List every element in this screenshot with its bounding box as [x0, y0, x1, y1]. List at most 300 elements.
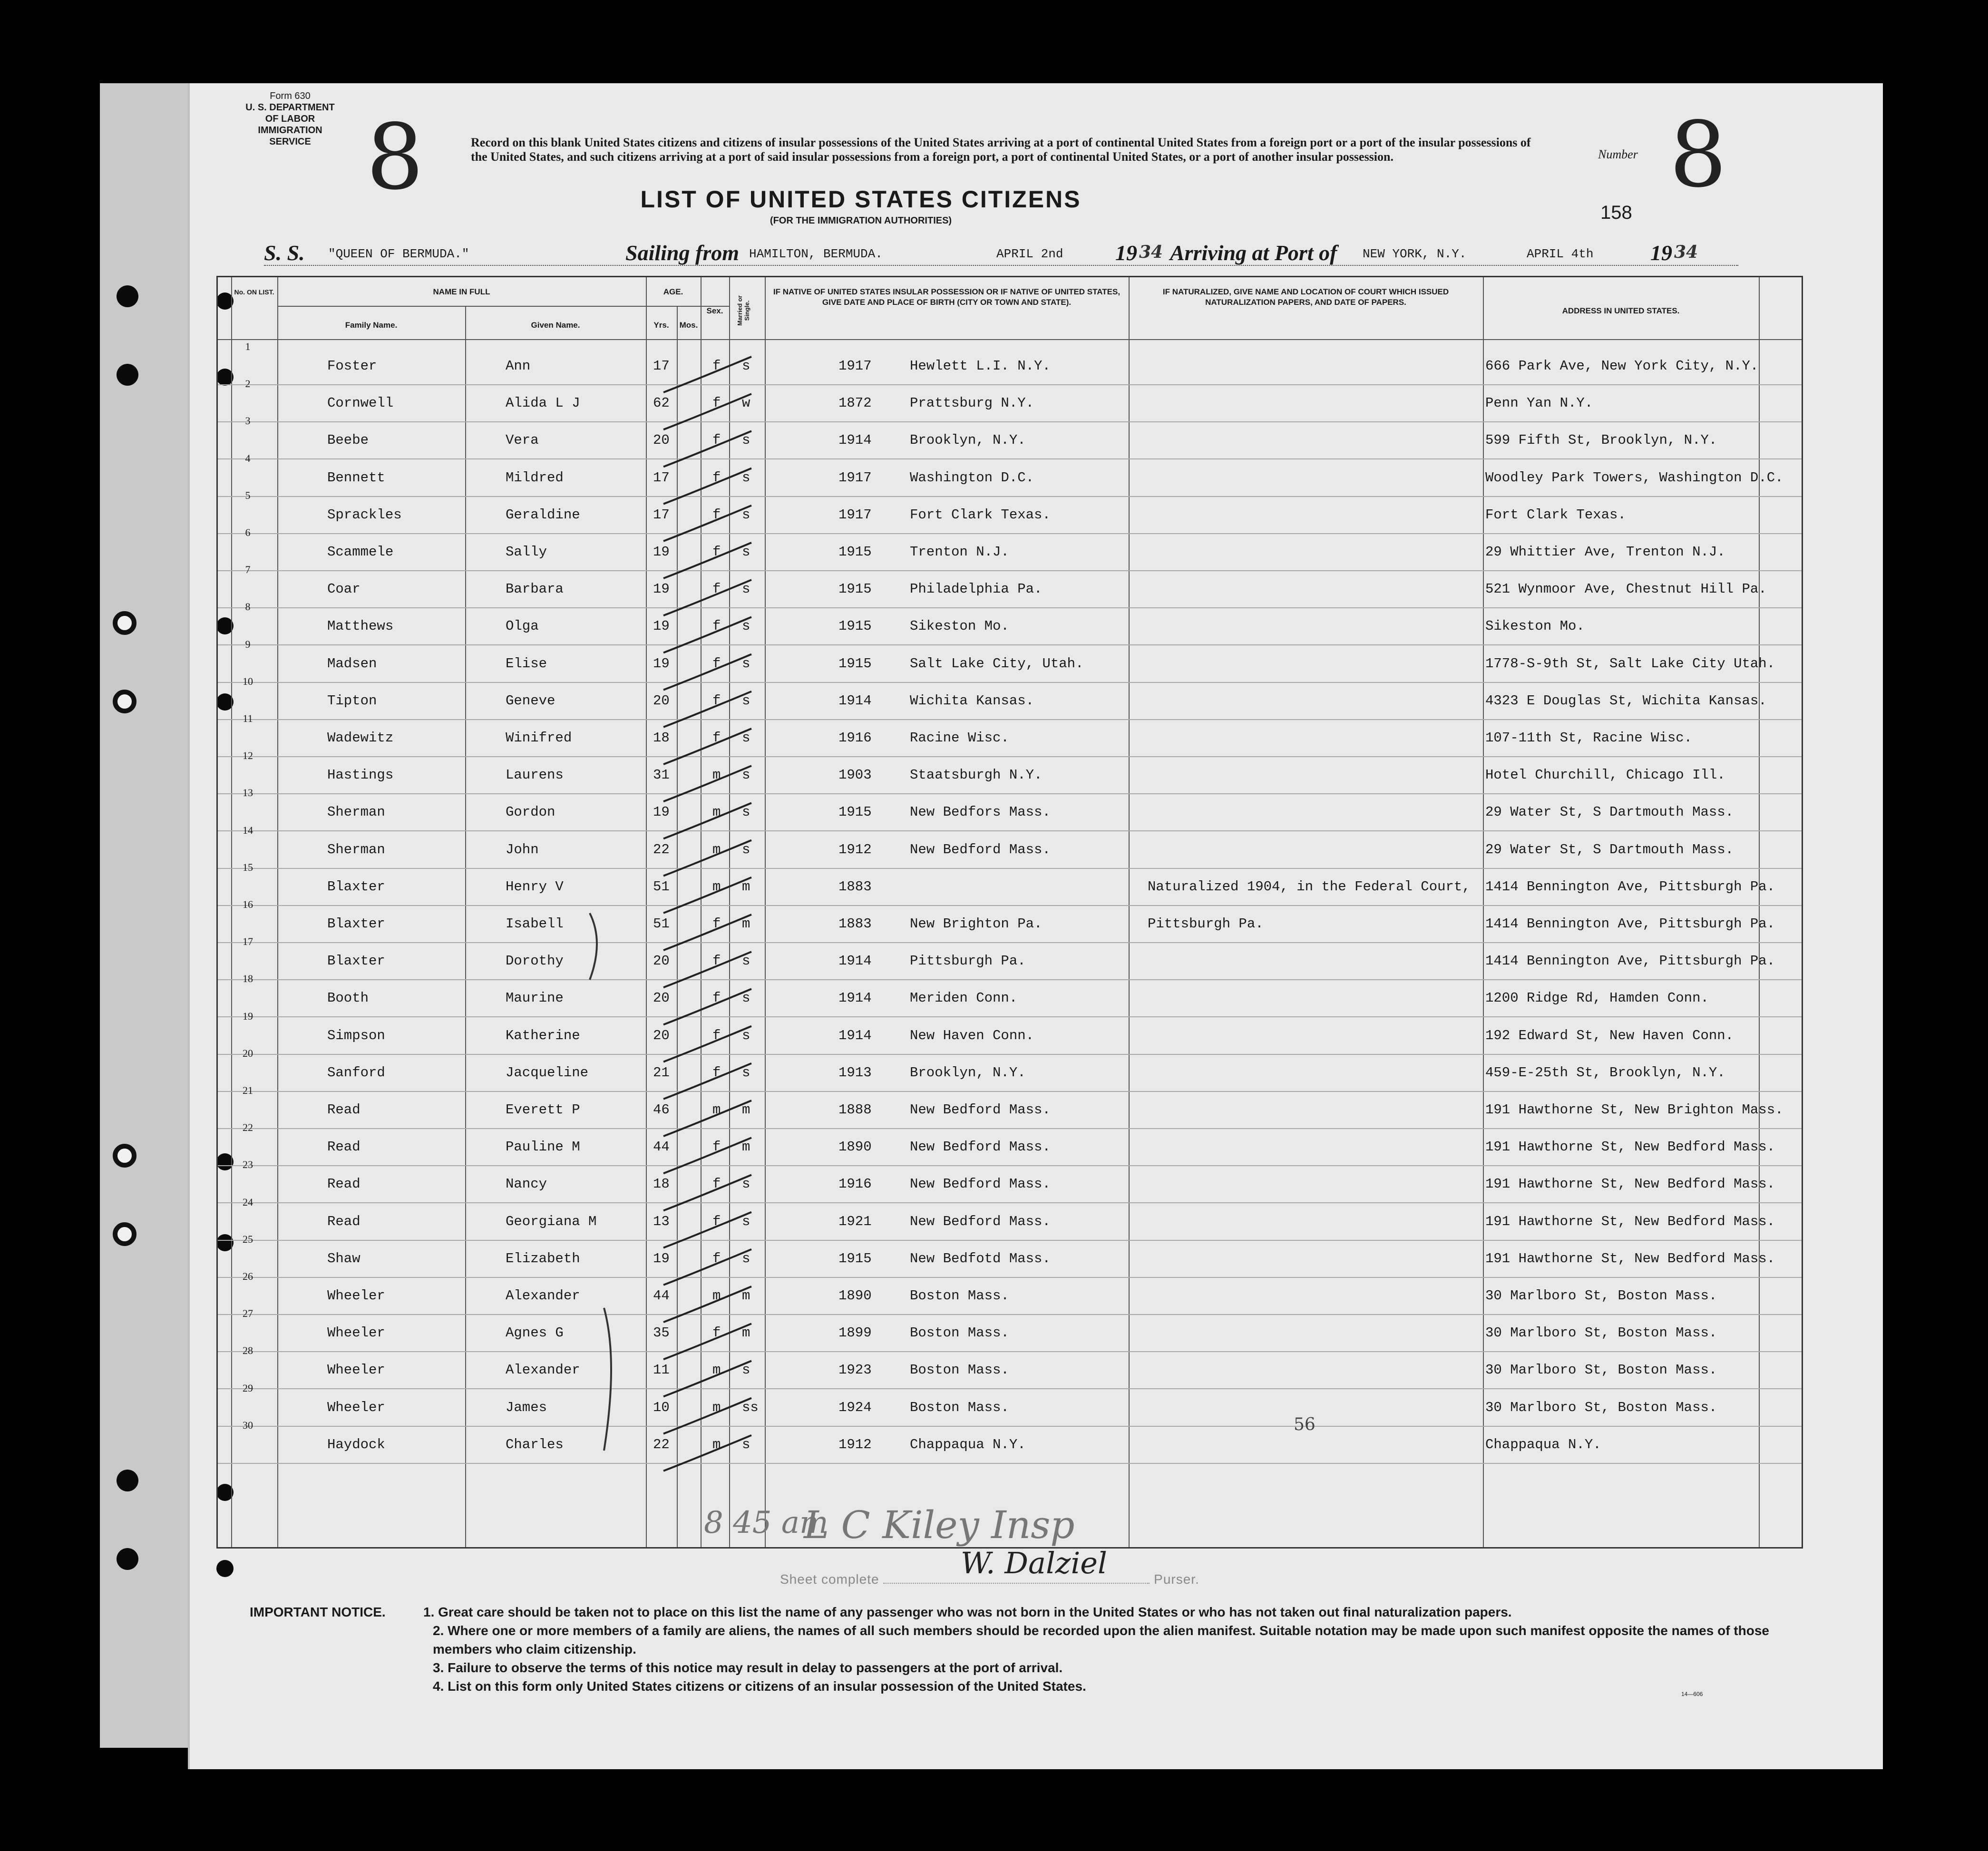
given-name: Charles	[506, 1436, 564, 1452]
age-years: 46	[653, 1102, 670, 1118]
row-number: 24	[243, 1196, 253, 1208]
given-name: Barbara	[506, 581, 564, 597]
arrival-port: NEW YORK, N.Y.	[1363, 247, 1467, 261]
row-rule	[218, 868, 1802, 869]
marital-status: s	[742, 1027, 750, 1043]
sex: f	[712, 395, 721, 411]
family-name: Hastings	[327, 767, 394, 783]
birth-year: 1917	[838, 358, 872, 374]
row-rule	[218, 533, 1802, 534]
marital-status: s	[742, 692, 750, 709]
marital-status: m	[742, 916, 750, 932]
marital-status: w	[742, 395, 750, 411]
punch-hole	[113, 611, 136, 635]
age-years: 19	[653, 544, 670, 560]
row-rule	[218, 942, 1802, 943]
birth-year: 1915	[838, 1250, 872, 1266]
instructions: Record on this blank United States citizens and citizens of insular possessions of the United States arriving at a port of continental United States from a foreign port or a port of the insular possessions of the United States, and such citizens arriving at a port of said insular possessions from a foreign port, a port of continental United States, or a port of another insular possession.	[471, 136, 1531, 164]
check-mark	[663, 431, 751, 467]
row-rule	[218, 719, 1802, 720]
sex: m	[712, 1102, 721, 1118]
row-rule	[218, 682, 1802, 683]
marital-status: s	[742, 841, 750, 857]
sex: f	[712, 1250, 721, 1266]
given-name: Elise	[506, 655, 547, 672]
notice-item-2: 2. Where one or more members of a family are aliens, the names of all such members should be recorded upon the alien manifest. Suitable notation may be made upon such manifest opposite the names of those members who claim citizenship.	[433, 1623, 1769, 1656]
family-name: Read	[327, 1176, 361, 1192]
row-rule	[218, 979, 1802, 980]
sex: f	[712, 1064, 721, 1081]
row-rule	[218, 905, 1802, 906]
birth-year: 1903	[838, 767, 872, 783]
family-name: Cornwell	[327, 395, 394, 411]
us-address: 521 Wynmoor Ave, Chestnut Hill Pa.	[1485, 581, 1767, 597]
marital-status: s	[742, 990, 750, 1006]
sex: f	[712, 1325, 721, 1341]
header-given-name: Given Name.	[531, 321, 580, 330]
given-name: Gordon	[506, 804, 555, 820]
age-years: 19	[653, 618, 670, 634]
age-years: 18	[653, 1176, 670, 1192]
age-years: 51	[653, 878, 670, 895]
check-mark	[663, 1249, 751, 1285]
birth-year: 1899	[838, 1325, 872, 1341]
us-address: Penn Yan N.Y.	[1485, 395, 1593, 411]
marital-status: s	[742, 1213, 750, 1229]
sex: m	[712, 1399, 721, 1415]
age-years: 19	[653, 581, 670, 597]
sex: f	[712, 1027, 721, 1043]
check-mark	[663, 394, 751, 429]
year-suffix-2: 34	[1674, 242, 1698, 262]
row-number: 27	[243, 1307, 253, 1320]
age-years: 44	[653, 1288, 670, 1304]
family-name: Blaxter	[327, 953, 385, 969]
family-name: Beebe	[327, 432, 369, 448]
check-mark	[663, 877, 751, 913]
marital-status: s	[742, 469, 750, 486]
row-number: 5	[245, 489, 251, 501]
header-sex: Sex.	[706, 306, 723, 315]
us-address: 1200 Ridge Rd, Hamden Conn.	[1485, 990, 1709, 1006]
us-address: Hotel Churchill, Chicago Ill.	[1485, 767, 1725, 783]
row-rule	[218, 458, 1802, 459]
sex: m	[712, 804, 721, 820]
age-years: 19	[653, 804, 670, 820]
header-no-on-list: No. ON LIST.	[234, 288, 274, 296]
marital-status: s	[742, 953, 750, 969]
number-label: Number	[1598, 147, 1638, 161]
birth-year: 1923	[838, 1362, 872, 1378]
given-name: Geneve	[506, 692, 555, 709]
sheet-complete-label: Sheet complete	[780, 1572, 879, 1587]
birth-year: 1888	[838, 1102, 872, 1118]
given-name: Vera	[506, 432, 539, 448]
birth-place: Salt Lake City, Utah.	[910, 655, 1084, 672]
check-mark	[663, 692, 751, 727]
us-address: 29 Whittier Ave, Trenton N.J.	[1485, 544, 1725, 560]
year-prefix-2: 19	[1650, 241, 1672, 265]
row-number: 18	[243, 973, 253, 985]
family-name: Shaw	[327, 1250, 361, 1266]
age-years: 20	[653, 990, 670, 1006]
birth-year: 1916	[838, 730, 872, 746]
form-code: 14—606	[1681, 1691, 1703, 1697]
family-name: Blaxter	[327, 916, 385, 932]
voyage-underline	[264, 265, 1738, 266]
marital-status: s	[742, 581, 750, 597]
row-rule	[218, 756, 1802, 757]
row-rule	[218, 421, 1802, 422]
birth-place: New Haven Conn.	[910, 1027, 1034, 1043]
sex: f	[712, 544, 721, 560]
birth-place: Washington D.C.	[910, 469, 1034, 486]
us-address: 191 Hawthorne St, New Bedford Mass.	[1485, 1213, 1775, 1229]
check-mark	[663, 989, 751, 1024]
birth-year: 1914	[838, 1027, 872, 1043]
voyage-line	[264, 240, 1748, 269]
row-number: 26	[243, 1270, 253, 1282]
birth-year: 1917	[838, 507, 872, 523]
row-rule	[218, 1314, 1802, 1315]
given-name: Pauline M	[506, 1139, 580, 1155]
row-rule	[218, 1128, 1802, 1129]
birth-year: 1914	[838, 953, 872, 969]
us-address: 30 Marlboro St, Boston Mass.	[1485, 1399, 1717, 1415]
family-name: Wheeler	[327, 1362, 385, 1378]
row-number: 11	[243, 712, 253, 724]
check-mark	[663, 1286, 751, 1322]
us-address: 29 Water St, S Dartmouth Mass.	[1485, 804, 1734, 820]
birth-year: 1890	[838, 1139, 872, 1155]
family-name: Read	[327, 1213, 361, 1229]
check-mark	[663, 766, 751, 801]
birth-place: Prattsburg N.Y.	[910, 395, 1034, 411]
punch-hole	[117, 1548, 138, 1570]
row-number: 1	[245, 341, 251, 352]
sail-date: APRIL 2nd	[996, 247, 1063, 261]
birth-year: 1883	[838, 916, 872, 932]
family-name: Simpson	[327, 1027, 385, 1043]
marital-status: s	[742, 804, 750, 820]
birth-place: Boston Mass.	[910, 1362, 1009, 1378]
punch-hole	[216, 1560, 234, 1577]
us-address: 4323 E Douglas St, Wichita Kansas.	[1485, 692, 1767, 709]
given-name: Ann	[506, 358, 531, 374]
birth-place: Fort Clark Texas.	[910, 507, 1051, 523]
us-address: 30 Marlboro St, Boston Mass.	[1485, 1325, 1717, 1341]
check-mark	[663, 506, 751, 541]
row-number: 12	[243, 750, 253, 762]
sex: m	[712, 878, 721, 895]
age-years: 20	[653, 692, 670, 709]
birth-year: 1913	[838, 1064, 872, 1081]
check-mark	[663, 1026, 751, 1062]
row-number: 14	[243, 824, 253, 836]
department-name: U. S. DEPARTMENT OF LABOR	[245, 102, 335, 124]
sex: f	[712, 358, 721, 374]
marital-status: m	[742, 1139, 750, 1155]
marital-status: s	[742, 618, 750, 634]
marital-status: s	[742, 1176, 750, 1192]
family-name: Scammele	[327, 544, 394, 560]
marital-status: s	[742, 358, 750, 374]
us-address: 666 Park Ave, New York City, N.Y.	[1485, 358, 1759, 374]
us-address: 191 Hawthorne St, New Brighton Mass.	[1485, 1102, 1783, 1118]
marital-status: s	[742, 432, 750, 448]
birth-year: 1912	[838, 841, 872, 857]
row-rule	[218, 1388, 1802, 1389]
family-name: Tipton	[327, 692, 377, 709]
given-name: Nancy	[506, 1176, 547, 1192]
age-years: 13	[653, 1213, 670, 1229]
family-name: Haydock	[327, 1436, 385, 1452]
age-years: 11	[653, 1362, 670, 1378]
sex: m	[712, 1288, 721, 1304]
year-prefix: 19	[1115, 241, 1137, 265]
row-number: 6	[245, 526, 251, 538]
header-family-name: Family Name.	[345, 321, 398, 330]
marital-status: s	[742, 1362, 750, 1378]
form-header	[243, 90, 338, 147]
sex: f	[712, 432, 721, 448]
row-rule	[218, 1463, 1802, 1464]
check-marks	[656, 352, 780, 1531]
us-address: Chappaqua N.Y.	[1485, 1436, 1601, 1452]
header-married-single: Married or Single.	[736, 295, 750, 326]
birth-year: 1890	[838, 1288, 872, 1304]
given-name: Alexander	[506, 1288, 580, 1304]
age-years: 35	[653, 1325, 670, 1341]
age-years: 20	[653, 1027, 670, 1043]
birth-place: New Bedford Mass.	[910, 841, 1051, 857]
check-mark	[663, 654, 751, 690]
row-number: 9	[245, 638, 251, 650]
birth-place: Boston Mass.	[910, 1325, 1009, 1341]
birth-year: 1915	[838, 655, 872, 672]
header-age: AGE.	[663, 287, 683, 296]
arriving-label: Arriving at Port of	[1170, 241, 1337, 265]
year-suffix: 34	[1139, 242, 1163, 262]
row-rule	[218, 1054, 1802, 1055]
age-years: 51	[653, 916, 670, 932]
family-name: Matthews	[327, 618, 394, 634]
us-address: 30 Marlboro St, Boston Mass.	[1485, 1362, 1717, 1378]
family-name: Wadewitz	[327, 730, 394, 746]
given-name: Laurens	[506, 767, 564, 783]
punch-hole	[117, 285, 138, 307]
given-name: Geraldine	[506, 507, 580, 523]
check-mark	[663, 580, 751, 615]
given-name: Everett P	[506, 1102, 580, 1118]
us-address: 1778-S-9th St, Salt Lake City Utah.	[1485, 655, 1775, 672]
birth-year: 1924	[838, 1399, 872, 1415]
age-years: 19	[653, 655, 670, 672]
sex: f	[712, 1139, 721, 1155]
row-number: 29	[243, 1382, 253, 1394]
age-years: 17	[653, 358, 670, 374]
birth-year: 1872	[838, 395, 872, 411]
header-months: Mos.	[679, 321, 698, 330]
family-name: Coar	[327, 581, 361, 597]
birth-year: 1912	[838, 1436, 872, 1452]
row-number: 3	[245, 415, 251, 427]
birth-place: Brooklyn, N.Y.	[910, 432, 1026, 448]
handwritten-sheet-number-right: 8	[1669, 102, 1727, 207]
row-rule	[218, 644, 1802, 645]
check-mark	[663, 1101, 751, 1136]
punch-hole	[113, 1222, 136, 1246]
age-years: 62	[653, 395, 670, 411]
given-name: Alida L J	[506, 395, 580, 411]
us-address: 191 Hawthorne St, New Bedford Mass.	[1485, 1176, 1775, 1192]
handwritten-sheet-number-left: 8	[366, 105, 424, 210]
important-notice	[250, 1603, 1819, 1695]
check-mark	[663, 915, 751, 950]
given-name: James	[506, 1399, 547, 1415]
marital-status: s	[742, 544, 750, 560]
given-name: John	[506, 841, 539, 857]
us-address: 459-E-25th St, Brooklyn, N.Y.	[1485, 1064, 1725, 1081]
birth-place: Staatsburgh N.Y.	[910, 767, 1043, 783]
row-rule	[218, 1165, 1802, 1166]
row-rule	[218, 1091, 1802, 1092]
row-number: 30	[243, 1419, 253, 1431]
row-number: 16	[243, 898, 253, 910]
page-number: 158	[1600, 202, 1632, 223]
row-number: 19	[243, 1010, 253, 1022]
birth-place: Wichita Kansas.	[910, 692, 1034, 709]
given-name: Katherine	[506, 1027, 580, 1043]
family-name: Foster	[327, 358, 377, 374]
us-address: 29 Water St, S Dartmouth Mass.	[1485, 841, 1734, 857]
header-naturalized: IF NATURALIZED, GIVE NAME AND LOCATION OF COURT WHICH ISSUED NATURALIZATION PAPERS, AND DATE OF PAPERS.	[1162, 287, 1449, 307]
birth-place: New Bedfotd Mass.	[910, 1250, 1051, 1266]
stamp-number: 56	[1294, 1415, 1316, 1434]
check-mark	[663, 803, 751, 838]
marital-status: s	[742, 1250, 750, 1266]
sex: f	[712, 618, 721, 634]
birth-year: 1915	[838, 581, 872, 597]
ss-label: S. S.	[264, 241, 305, 265]
birth-year: 1917	[838, 469, 872, 486]
check-mark	[663, 1324, 751, 1359]
given-name: Georgiana M	[506, 1213, 597, 1229]
age-years: 17	[653, 507, 670, 523]
sex: f	[712, 730, 721, 746]
purser-signature: W. Dalziel	[961, 1546, 1107, 1580]
header-years: Yrs.	[653, 321, 669, 330]
birth-place: Boston Mass.	[910, 1399, 1009, 1415]
marital-status: s	[742, 730, 750, 746]
age-years: 44	[653, 1139, 670, 1155]
birth-place: Trenton N.J.	[910, 544, 1009, 560]
family-name: Wheeler	[327, 1325, 385, 1341]
birth-place: Brooklyn, N.Y.	[910, 1064, 1026, 1081]
family-brackets	[561, 904, 618, 1474]
birth-place: New Bedford Mass.	[910, 1139, 1051, 1155]
marital-status: m	[742, 1325, 750, 1341]
birth-year: 1916	[838, 1176, 872, 1192]
row-rule	[218, 1351, 1802, 1352]
sex: m	[712, 841, 721, 857]
us-address: 191 Hawthorne St, New Bedford Mass.	[1485, 1139, 1775, 1155]
marital-status: m	[742, 1102, 750, 1118]
us-address: 107-11th St, Racine Wisc.	[1485, 730, 1693, 746]
check-mark	[663, 952, 751, 987]
departure-port: HAMILTON, BERMUDA.	[749, 247, 883, 261]
marital-status: s	[742, 1436, 750, 1452]
header-address: ADDRESS IN UNITED STATES.	[1562, 306, 1680, 315]
given-name: Elizabeth	[506, 1250, 580, 1266]
header-name-in-full: NAME IN FULL	[433, 287, 490, 296]
us-address: 1414 Bennington Ave, Pittsburgh Pa.	[1485, 953, 1775, 969]
us-address: Sikeston Mo.	[1485, 618, 1585, 634]
notice-item-3: 3. Failure to observe the terms of this notice may result in delay to passengers at the port of arrival.	[433, 1660, 1063, 1675]
us-address: 1414 Bennington Ave, Pittsburgh Pa.	[1485, 916, 1775, 932]
row-number: 22	[243, 1121, 253, 1134]
birth-year: 1915	[838, 544, 872, 560]
birth-year: 1914	[838, 990, 872, 1006]
age-years: 22	[653, 1436, 670, 1452]
family-name: Madsen	[327, 655, 377, 672]
age-years: 20	[653, 432, 670, 448]
family-name: Sherman	[327, 841, 385, 857]
row-rule	[218, 830, 1802, 831]
family-name: Booth	[327, 990, 369, 1006]
sex: f	[712, 581, 721, 597]
check-mark	[663, 1361, 751, 1396]
us-address: Fort Clark Texas.	[1485, 507, 1626, 523]
ship-name: "QUEEN OF BERMUDA."	[328, 247, 469, 261]
check-mark	[663, 1435, 751, 1471]
check-mark	[663, 1063, 751, 1099]
birth-place: Sikeston Mo.	[910, 618, 1009, 634]
row-number: 7	[245, 564, 251, 576]
birth-place: Hewlett L.I. N.Y.	[910, 358, 1051, 374]
age-years: 20	[653, 953, 670, 969]
row-rule	[218, 1202, 1802, 1203]
check-mark	[663, 468, 751, 504]
service-name: IMMIGRATION SERVICE	[258, 125, 322, 147]
given-name: Winifred	[506, 730, 572, 746]
sex: m	[712, 767, 721, 783]
birth-year: 1914	[838, 432, 872, 448]
passenger-table	[216, 276, 1803, 1549]
us-address: 30 Marlboro St, Boston Mass.	[1485, 1288, 1717, 1304]
family-name: Sherman	[327, 804, 385, 820]
sex: f	[712, 916, 721, 932]
arrival-date: APRIL 4th	[1527, 247, 1594, 261]
punch-hole	[113, 1144, 136, 1168]
punch-hole	[117, 1470, 138, 1491]
notice-label: IMPORTANT NOTICE.	[250, 1605, 386, 1619]
row-number: 2	[245, 378, 251, 390]
row-number: 28	[243, 1344, 253, 1357]
sex: m	[712, 1436, 721, 1452]
given-name: Dorothy	[506, 953, 564, 969]
check-mark	[663, 617, 751, 653]
us-address: Woodley Park Towers, Washington D.C.	[1485, 469, 1783, 486]
family-name: Sprackles	[327, 507, 402, 523]
marital-status: ss	[742, 1399, 759, 1415]
given-name: Olga	[506, 618, 539, 634]
row-rule	[218, 1277, 1802, 1278]
check-mark	[663, 729, 751, 764]
sex: f	[712, 692, 721, 709]
page-title: LIST OF UNITED STATES CITIZENS	[640, 186, 1082, 213]
given-name: Agnes G	[506, 1325, 564, 1341]
